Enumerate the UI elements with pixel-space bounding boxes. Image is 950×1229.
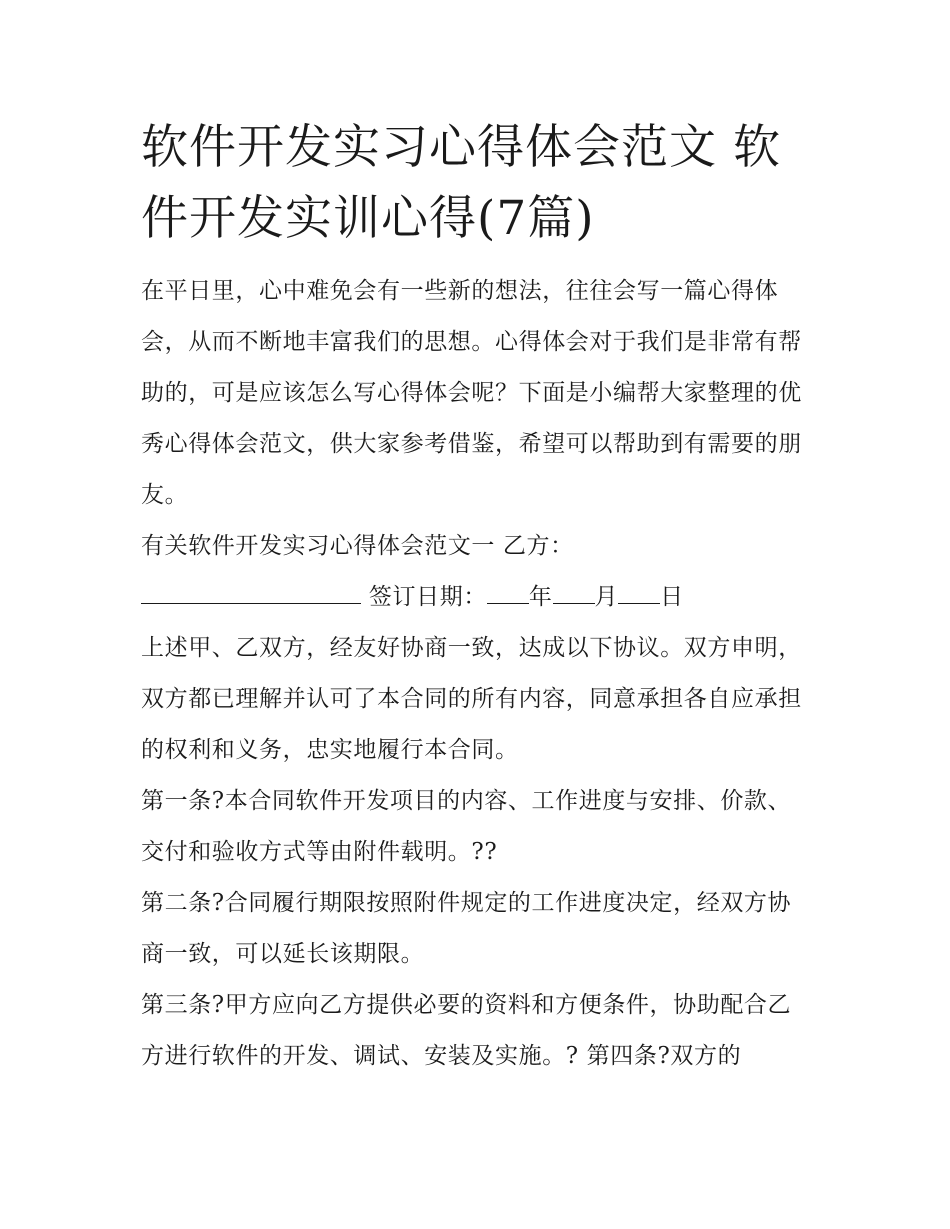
article-2: 第二条?合同履行期限按照附件规定的工作进度决定，经双方协商一致，可以延长该期限。 [141, 890, 792, 967]
signing-date-line [141, 572, 813, 623]
year-blank [487, 583, 529, 604]
year-label: 年 [528, 584, 553, 610]
day-blank [618, 583, 660, 604]
month-label: 月 [594, 584, 619, 610]
article-1: 第一条?本合同软件开发项目的内容、工作进度与安排、价款、交付和验收方式等由附件载明。?? [141, 788, 792, 865]
signature-blank [141, 583, 361, 604]
section-heading: 有关软件开发实习心得体会范文一 乙方： [141, 533, 574, 559]
month-blank [553, 583, 595, 604]
day-label: 日 [660, 584, 684, 610]
intro-paragraph: 在平日里，心中难免会有一些新的想法，往往会写一篇心得体会，从而不断地丰富我们的思想。心得体会对于我们是非常有帮助的，可是应该怎么写心得体会呢？下面是小编帮大家整理的优秀心得体会范文，供大家参考借鉴，希望可以帮助到有需要的朋友。 [141, 278, 802, 508]
document-title: 软件开发实习心得体会范文 软件开发实训心得(7篇) [141, 120, 781, 246]
signing-date-label: 签订日期： [368, 584, 487, 610]
document-page [141, 112, 813, 1082]
agreement-intro-paragraph: 上述甲、乙双方，经友好协商一致，达成以下协议。双方申明，双方都已理解并认可了本合同的所有内容，同意承担各自应承担的权利和义务，忠实地履行本合同。 [141, 635, 802, 763]
article-3: 第三条?甲方应向乙方提供必要的资料和方便条件，协助配合乙方进行软件的开发、调试、安装及实施。? 第四条?双方的 [141, 992, 792, 1069]
